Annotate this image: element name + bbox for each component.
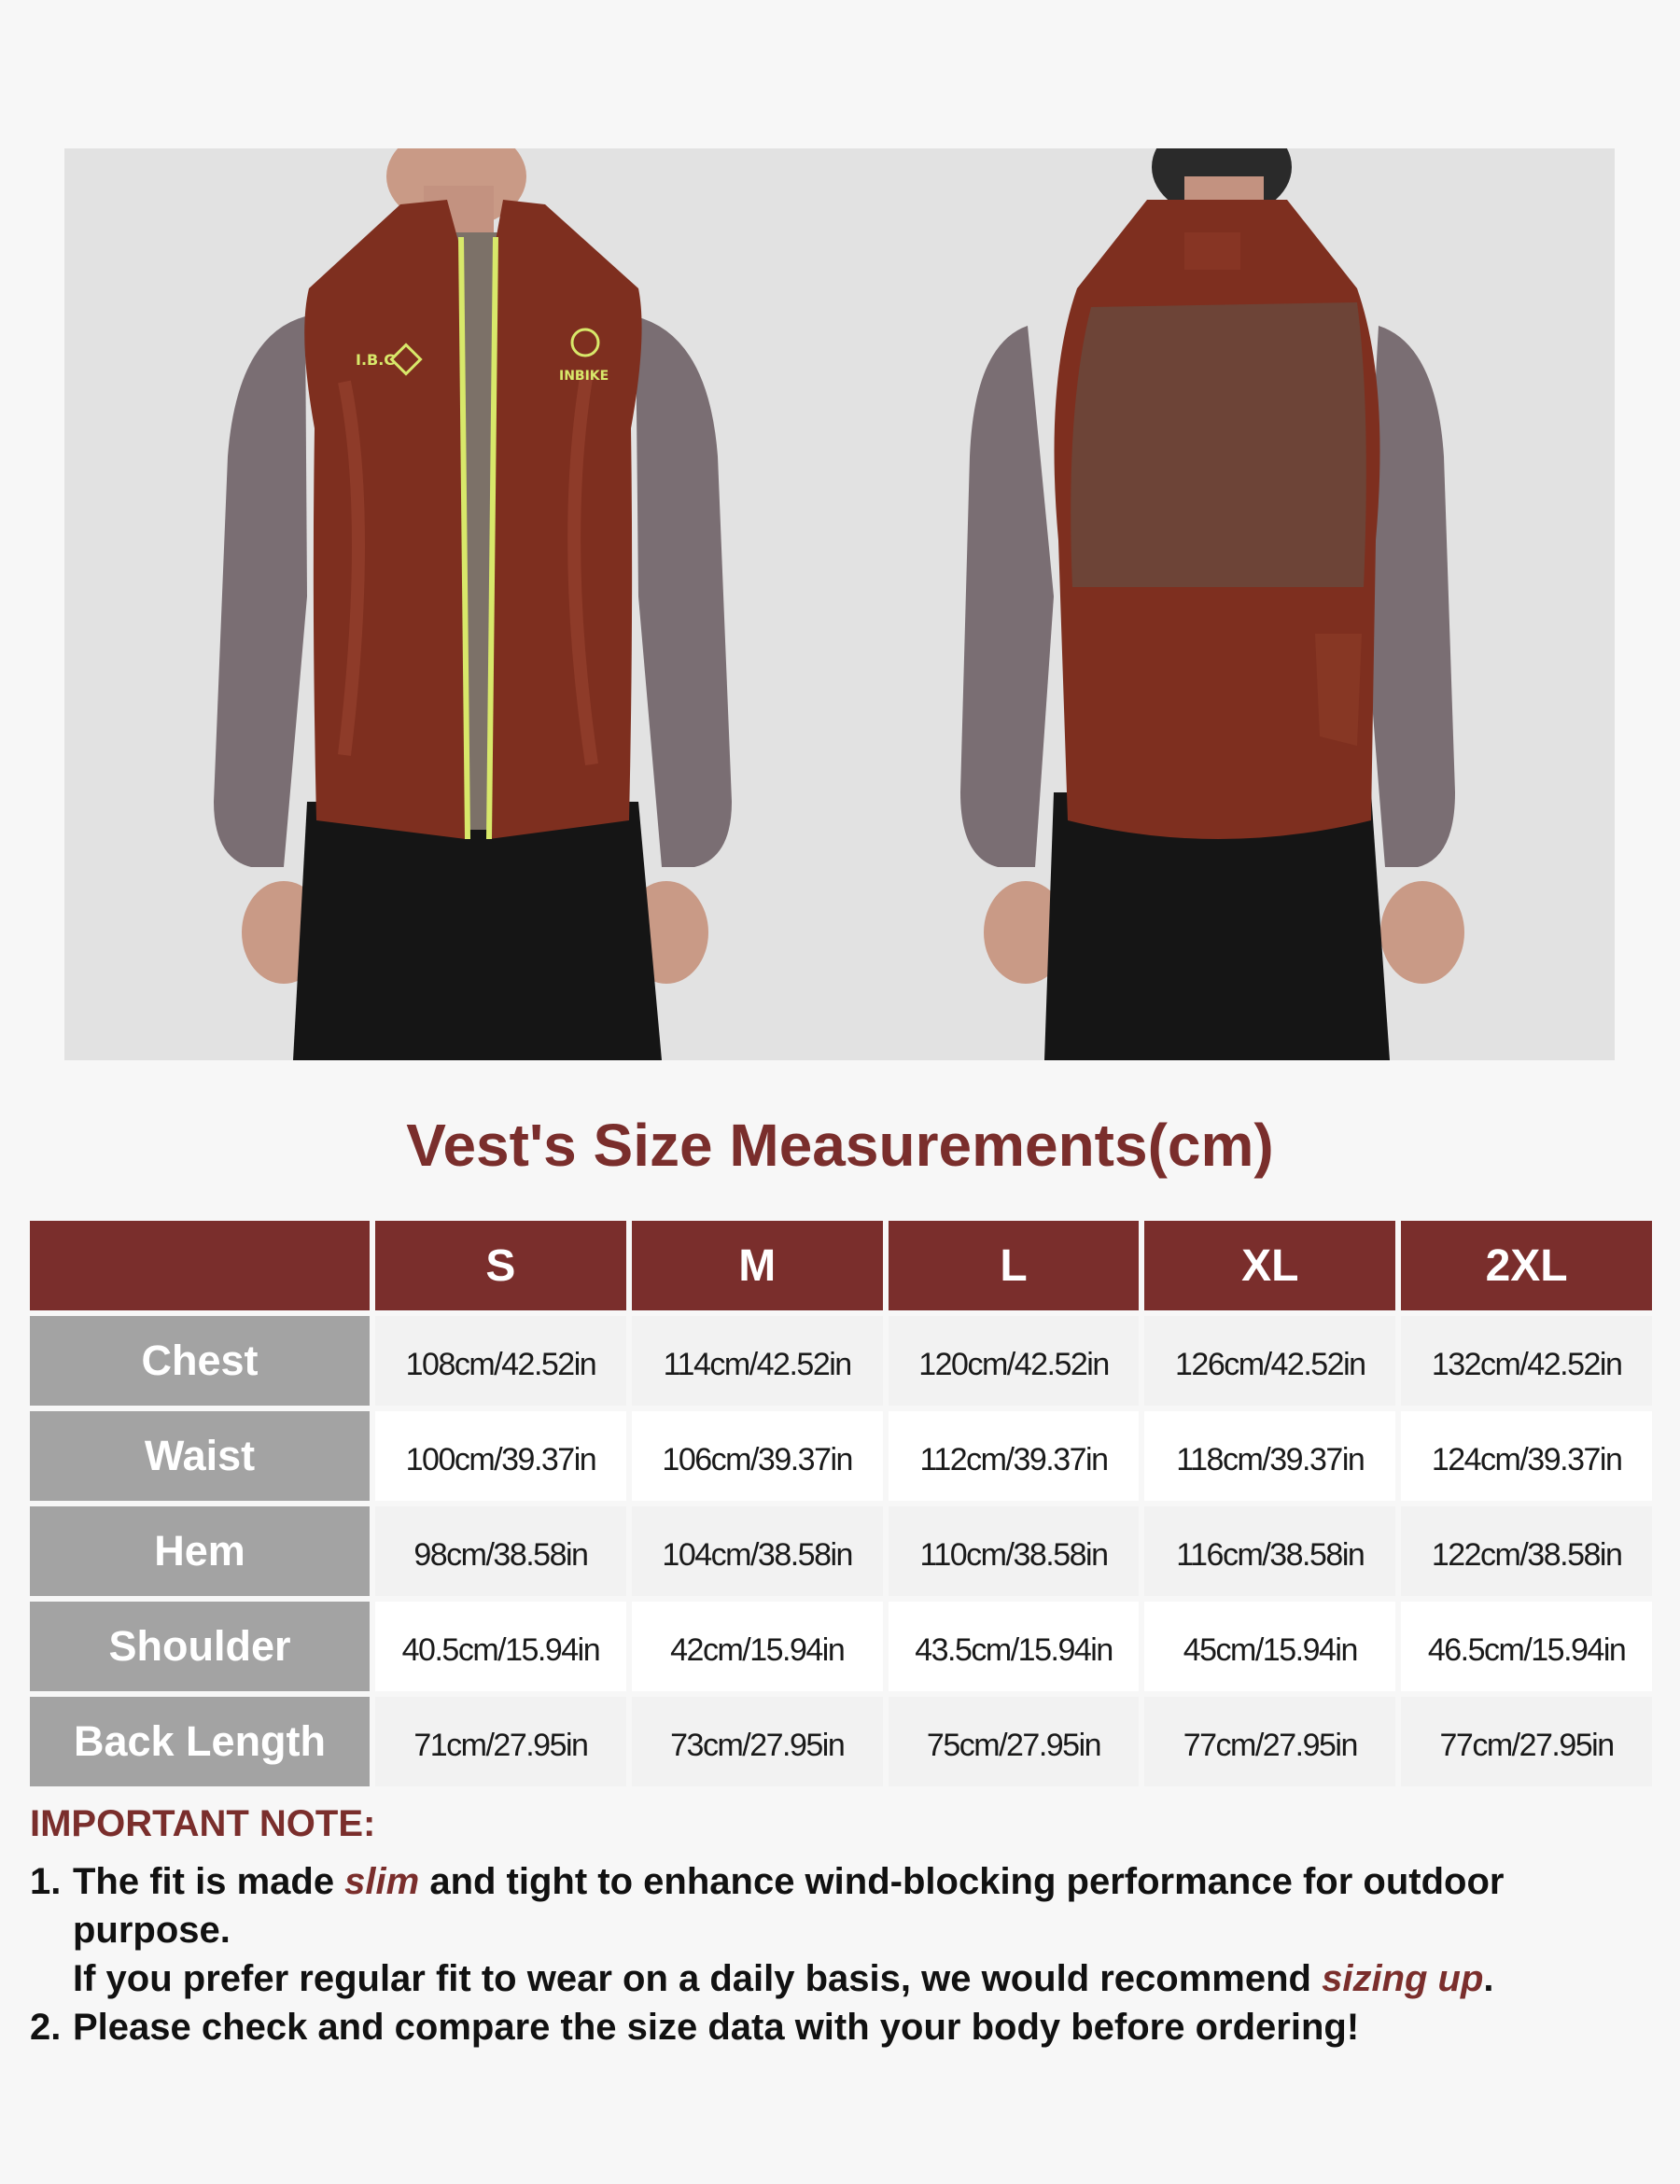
table-cell: 124cm/39.37in: [1401, 1411, 1652, 1501]
table-cell: 104cm/38.58in: [632, 1506, 883, 1596]
note-text-part: The fit is made: [73, 1861, 345, 1902]
note-text: Please check and compare the size data with your body before ordering!: [73, 2007, 1360, 2048]
table-cell: 77cm/27.95in: [1401, 1697, 1652, 1786]
table-cell: 126cm/42.52in: [1144, 1316, 1395, 1406]
header-size-2xl: 2XL: [1401, 1221, 1652, 1310]
table-cell: 114cm/42.52in: [632, 1316, 883, 1406]
table-cell: 122cm/38.58in: [1401, 1506, 1652, 1596]
note-list: [30, 1857, 1654, 2051]
note-text: [73, 1857, 1654, 2003]
header-size-xl: XL: [1144, 1221, 1395, 1310]
table-cell: 116cm/38.58in: [1144, 1506, 1395, 1596]
header-size-m: M: [632, 1221, 883, 1310]
front-logo-right: INBIKE: [559, 369, 609, 384]
page-title: Vest's Size Measurements(cm): [406, 1112, 1274, 1179]
note-heading: IMPORTANT NOTE:: [30, 1803, 376, 1844]
table-cell: 43.5cm/15.94in: [889, 1602, 1140, 1691]
table-cell: 118cm/39.37in: [1144, 1411, 1395, 1501]
row-label-waist: Waist: [30, 1411, 370, 1501]
table-cell: 112cm/39.37in: [889, 1411, 1140, 1501]
row-label-chest: Chest: [30, 1316, 370, 1406]
table-cell: 106cm/39.37in: [632, 1411, 883, 1501]
table-cell: 40.5cm/15.94in: [375, 1602, 626, 1691]
size-table: [30, 1221, 1652, 1786]
table-cell: 110cm/38.58in: [889, 1506, 1140, 1596]
table-cell: 108cm/42.52in: [375, 1316, 626, 1406]
front-logo-left: I.B.C: [356, 351, 396, 369]
row-label-back-length: Back Length: [30, 1697, 370, 1786]
highlight-slim: slim: [344, 1861, 420, 1902]
header-size-l: L: [889, 1221, 1140, 1310]
table-cell: 98cm/38.58in: [375, 1506, 626, 1596]
note-item-1: [30, 1857, 1654, 2003]
table-cell: 75cm/27.95in: [889, 1697, 1140, 1786]
table-cell: 42cm/15.94in: [632, 1602, 883, 1691]
note-text-part: .: [1483, 1958, 1494, 1999]
vest-illustration: [64, 148, 1615, 1060]
note-number: 1.: [30, 1861, 62, 1902]
table-cell: 71cm/27.95in: [375, 1697, 626, 1786]
header-size-s: S: [375, 1221, 626, 1310]
table-cell: 46.5cm/15.94in: [1401, 1602, 1652, 1691]
note-text-part: If you prefer regular fit to wear on a daily basis, we would recommend: [73, 1958, 1323, 1999]
note-text-part: and tight to enhance wind-blocking performance for outdoor purpose.: [73, 1861, 1505, 1951]
table-cell: 120cm/42.52in: [889, 1316, 1140, 1406]
row-label-hem: Hem: [30, 1506, 370, 1596]
table-cell: 45cm/15.94in: [1144, 1602, 1395, 1691]
table-cell: 132cm/42.52in: [1401, 1316, 1652, 1406]
table-cell: 100cm/39.37in: [375, 1411, 626, 1501]
row-label-shoulder: Shoulder: [30, 1602, 370, 1691]
note-number: 2.: [30, 2007, 62, 2048]
table-cell: 77cm/27.95in: [1144, 1697, 1395, 1786]
highlight-sizing-up: sizing up: [1322, 1958, 1484, 1999]
table-cell: 73cm/27.95in: [632, 1697, 883, 1786]
product-photo: [64, 148, 1615, 1060]
header-blank: [30, 1221, 370, 1310]
note-item-2: [30, 2003, 1654, 2051]
